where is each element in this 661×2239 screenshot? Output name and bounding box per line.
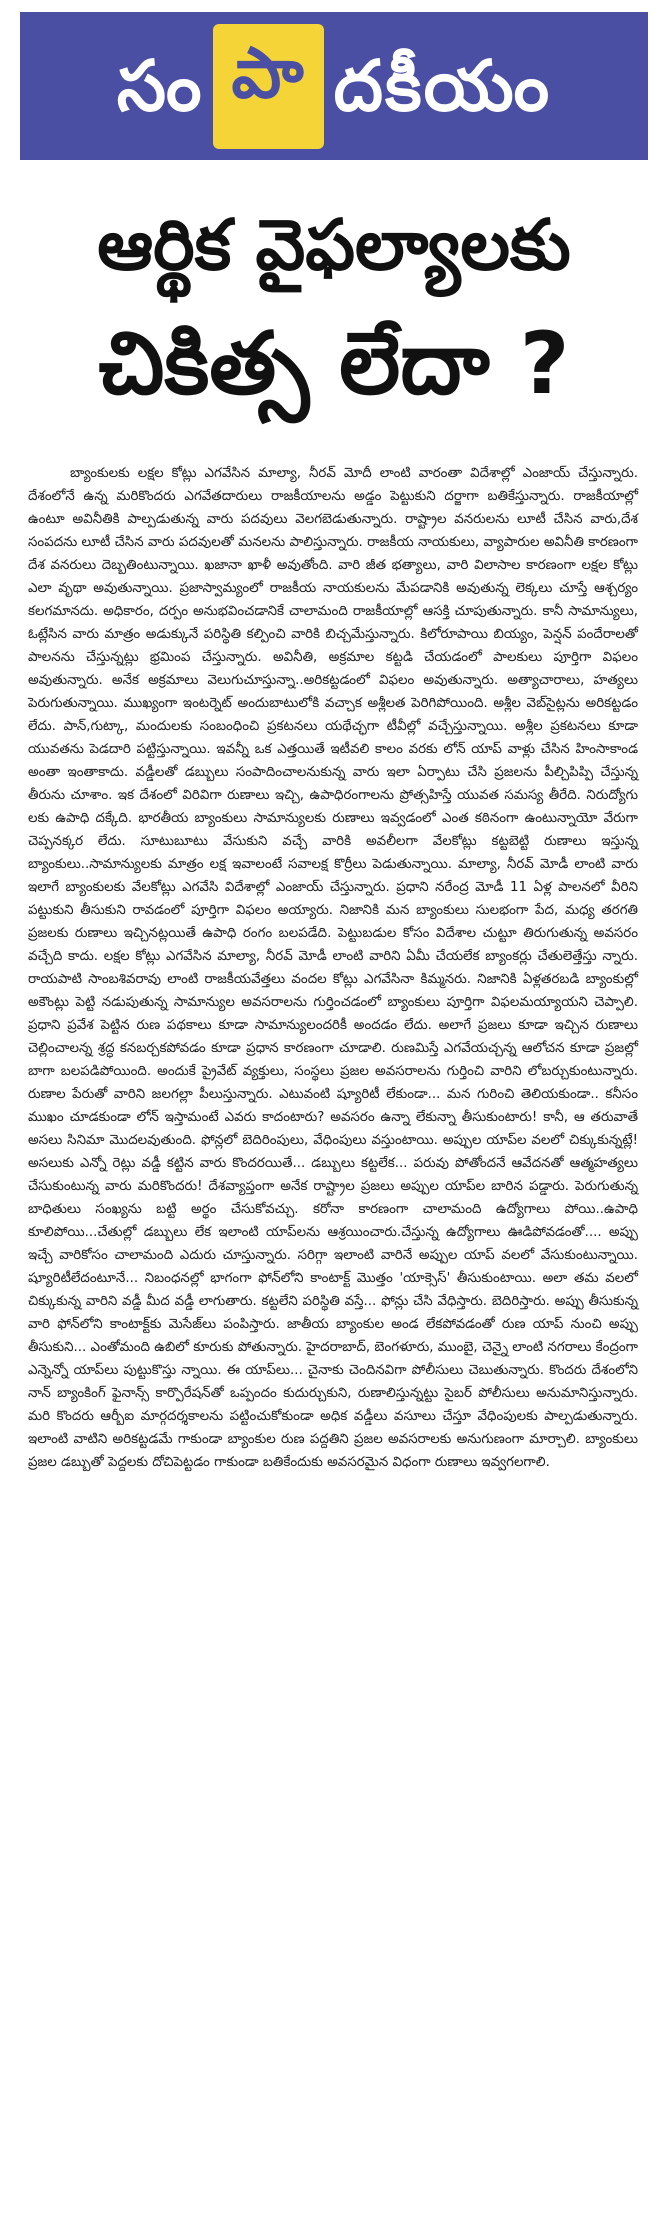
article-headline — [20, 190, 648, 428]
headline-line2: చికిత్స లేదా ? — [98, 314, 570, 414]
article-paragraph: బ్యాంకులకు లక్షల కోట్లు ఎగవేసిన మాల్యా, నీరవ్ మోదీ లాంటి వారంతా విదేశాల్లో ఎంజాయ్ చేస్తున్నారు. దేశంలోనే ఉన్న మరికొందరు ఎగవేతదారులు రాజకీయాలను అడ్డం పెట్టుకుని దర్జాగా బతికేస్తున్నారు. రాజకీయాల్లో ఉంటూ అవినీతికి పాల్పడుతున్న వారు పదవులు వెలగబెడుతున్నారు. రాష్ట్రాల వనరులను లూటీ చేసిన వారు,దేశ సంపదను లూటీ చేసిన వారు పదవులతో మనలను పాలిస్తున్నారు. రాజకీయ నాయకులు, వ్యాపారుల అవినీతి కారణంగా దేశ వనరులు దెబ్బతింటున్నాయి. ఖజానా ఖాళీ అవుతోంది. వారి జీత భత్యాలు, వారి విలాసాల కారణంగా లక్షల కోట్లు ఎలా వృథా అవుతున్నాయి. ప్రజాస్వామ్యంలో రాజకీయ నాయకులను మేపడానికి అవుతున్న లెక్కలు చూస్తే ఆశ్చర్యం కలగమానదు. అధికారం, దర్పం అనుభవించడానికే చాలామంది రాజకీయాల్లో ఆసక్తి చూపుతున్నారు. కానీ సామాన్యులు, ఓట్లేసిన వారు మాత్రం అడుక్కునే పరిస్థితి కల్పించి వారికి బిచ్చమేస్తున్నారు. కిలోరూపాయి బియ్యం, పెన్షన్ పందేరాలతో పాలనను చేస్తున్నట్లు భ్రమింప చేస్తున్నారు. అవినీతి, అక్రమాల కట్టడి చేయడంలో పాలకులు పూర్తిగా విఫలం అవుతున్నారు. అనేక అక్రమాలు వెలుగుచూస్తున్నా..అరికట్టడంలో విఫలం అవుతున్నారు. అత్యాచారాలు, హత్యలు పెరుగుతున్నాయి. ముఖ్యంగా ఇంటర్నెట్ అందుబాటులోకి వచ్చాక అశ్లీలత పెరిగిపోయింది. అశ్లీల వెబ్‌సైట్లను అరికట్టడం లేదు. పాన్,గుట్కా, మందులకు సంబంధించి ప్రకటనలు యథేచ్ఛగా టీవీల్లో వచ్చేస్తున్నాయి. అశ్లీల ప్రకటనలు కూడా యువతను పెడదారి పట్టిస్తున్నాయి. ఇవన్నీ ఒక ఎత్తయితే ఇటీవలి కాలం వరకు లోన్ యాప్ వాళ్లు చేసిన హింసాకాండ అంతా ఇంతాకాదు. వడ్డీలతో డబ్బులు సంపాదించాలనుకున్న వారు ఇలా ఏర్పాటు చేసి ప్రజలను పీల్చిపిప్పి చేస్తున్న తీరును చూశాం. ఇక దేశంలో విరివిగా రుణాలు ఇచ్చి, ఉపాధిరంగాలను ప్రోత్సహిస్తే యువత సమస్య తీరేది. నిరుద్యోగు లకు ఉపాధి దక్కేది. భారతీయ బ్యాంకులు సామాన్యులకు రుణాలు ఇవ్వడంలో ఎంత కఠినంగా ఉంటున్నాయో వేరుగా చెప్పనక్కర లేదు. సూటుబూటు వేసుకుని వచ్చే వారికి అవలీలగా వేలకోట్లు కట్టబెట్టి రుణాలు ఇస్తున్న బ్యాంకులు..సామాన్యులకు మాత్రం లక్ష ఇవాలంటే సవాలక్ష కొర్రీలు పెడుతున్నాయి. మాల్యా, నీరవ్ మోడీ లాంటి వారు ఇలాగే బ్యాంకులకు వేలకోట్లు ఎగవేసి విదేశాల్లో ఎంజాయ్ చేస్తున్నారు. ప్రధాని నరేంద్ర మోడీ 11 ఏళ్ల పాలనలో వీరిని పట్టుకుని తీసుకుని రావడంలో పూర్తిగా విఫలం అయ్యారు. నిజానికి మన బ్యాంకులు సులభంగా పేద, మధ్య తరగతి ప్రజలకు రుణాలు ఇచ్చినట్లయితే ఉపాధి రంగం బలపడేది. పెట్టుబడుల కోసం విదేశాల చుట్టూ తిరుగుతున్న అవసరం వచ్చేది కాదు. లక్షల కోట్లు ఎగవేసిన మాల్యా, నీరవ్ మోడీ లాంటి వారిని ఏమీ చేయలేక బ్యాంకర్లు చేతులెత్తేస్తు న్నారు. రాయపాటి సాంబశివరావు లాంటి రాజకీయవేత్తలు వందల కోట్లు ఎగవేసినా కిమ్మనరు. నిజానికి ఏళ్లతరబడి బ్యాంకుల్లో అకౌంట్లు పెట్టి నడుపుతున్న సామాన్యుల అవసరాలను గుర్తించడంలో బ్యాంకులు పూర్తిగా విఫలమయ్యాయని చెప్పాలి. ప్రధాని ప్రవేశ పెట్టిన రుణ పథకాలు కూడా సామాన్యులందరికీ అందడం లేదు. అలాగే ప్రజలు కూడా ఇచ్చిన రుణాలు చెల్లించాలన్న శ్రద్ధ కనబర్చకపోవడం కూడా ప్రధాన కారణంగా చూడాలి. రుణమిస్తే ఎగవేయచ్చన్న ఆలోచన కూడా ప్రజల్లో బాగా బలపడిపోయింది. అందుకే ప్రైవేట్ వ్యక్తులు, సంస్థలు ప్రజల అవసరాలను గుర్తించి వారిని లోబర్చుకుంటున్నారు. రుణాల పేరుతో వారిని జలగల్లా పీలుస్తున్నారు. ఎటువంటి ష్యూరిటీ లేకుండా... మన గురించి తెలియకుండా.. కనీసం ముఖం చూడకుండా లోన్ ఇస్తామంటే ఎవరు కాదంటారు? అవసరం ఉన్నా లేకున్నా తీసుకుంటారు! కానీ, ఆ తరువాతే అసలు సినిమా మొదలవుతుంది. ఫోన్లలో బెదిరింపులు, వేధింపులు వస్తుంటాయి. అప్పుల యాప్‌ల వలలో చిక్కుకున్నట్లే! అసలుకు ఎన్నో రెట్లు వడ్డీ కట్టిన వారు కొందరయితే... డబ్బులు కట్టలేక... పరువు పోతోందనే ఆవేదనతో ఆత్మహత్యలు చేసుకుంటున్న వారు మరికొందరు! దేశవ్యాప్తంగా అనేక రాష్ట్రాల ప్రజలు అప్పుల యాప్‌ల బారిన పడ్డారు. పెరుగుతున్న బాధితులు సంఖ్యను బట్టి అర్థం చేసుకోవచ్చు. కరోనా కారణంగా చాలామంది ఉద్యోగాలు పోయి..ఉపాధి కూలిపోయి...చేతుల్లో డబ్బులు లేక ఇలాంటి యాప్‌లను ఆశ్రయించారు.చేస్తున్న ఉద్యోగాలు ఊడిపోవడంతో.... అప్పు ఇచ్చే వారికోసం చాలామంది ఎదురు చూస్తున్నారు. సరిగ్గా ఇలాంటి వారినే అప్పుల యాప్ వలలో వేసుకుంటున్నాయి. ష్యూరిటీలేదంటూనే... నిబంధనల్లో భాగంగా ఫోన్‌లోని కాంటాక్ట్ మొత్తం 'యాక్సెస్' తీసుకుంటాయి. అలా తమ వలలో చిక్కుకున్న వారిని వడ్డీ మీద వడ్డీ లాగుతారు. కట్టలేని పరిస్థితి వస్తే... ఫోన్లు చేసి వేధిస్తారు. బెదిరిస్తారు. అప్పు తీసుకున్న వారి ఫోన్‌లోని కాంటాక్ట్‌కు మెసేజ్‌లు పంపిస్తారు. జాతీయ బ్యాంకుల అండ లేకపోవడంతో రుణ యాప్ నుంచి అప్పు తీసుకుని... ఎంతోమంది ఉబిలో కూరుకు పోతున్నారు. హైదరాబాద్, బెంగళూరు, ముంబై, చెన్నై లాంటి నగరాలు కేంద్రంగా ఎన్నెన్నో యాప్‌లు పుట్టుకొస్తు న్నాయి. ఈ యాప్‌లు... చైనాకు చెందినవిగా పోలీసులు చెబుతున్నారు. కొందరు దేశంలోని నాన్ బ్యాంకింగ్ ఫైనాన్స్ కార్పొరేషన్‌తో ఒప్పందం కుదుర్చుకుని, రుణాలిస్తున్నట్టు సైబర్ పోలీసులు అనుమానిస్తున్నారు. మరి కొందరు ఆర్బీఐ మార్గదర్శకాలను పట్టించుకోకుండా అధిక వడ్డీలు వసూలు చేస్తూ వేధింపులకు పాల్పడుతున్నారు. ఇలాంటి వాటిని అరికట్టడమే గాకుండా బ్యాంకుల రుణ పద్దతిని ప్రజల అవసరాలకు అనుగుణంగా మార్చాలి. బ్యాంకులు ప్రజల డబ్బుతో పెద్దలకు దోచిపెట్టడం గాకుండా బతికేందుకు అవసరమైన విధంగా రుణాలు ఇవ్వగలగాలి. — [28, 466, 639, 1470]
masthead-part2: దకీయం — [333, 45, 552, 127]
masthead-banner — [20, 12, 648, 160]
masthead-highlight: పా — [213, 24, 323, 149]
headline-line1: ఆర్థిక వైఫల్యాలకు — [97, 204, 571, 286]
article-body — [28, 462, 638, 1474]
masthead-part1: సం — [116, 45, 204, 127]
